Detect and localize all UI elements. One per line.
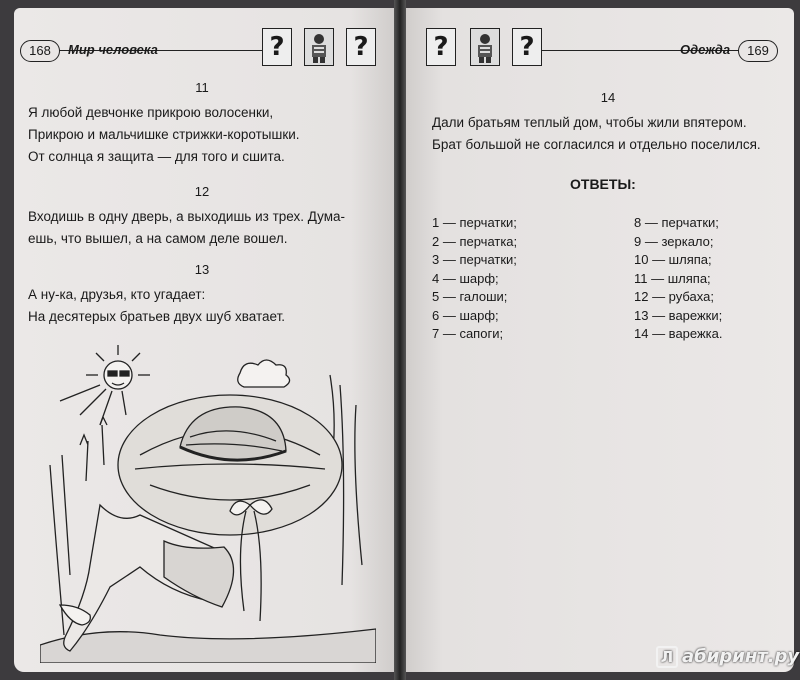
question-mark-icon: ? xyxy=(262,28,292,66)
answer-item: 9 — зеркало; xyxy=(634,233,714,249)
left-page-header xyxy=(20,32,380,62)
answer-item: 14 — варежка. xyxy=(634,326,723,341)
section-title-left: Мир человека xyxy=(68,42,158,57)
section-title-right: Одежда xyxy=(680,42,731,57)
riddle-number: 14 xyxy=(600,90,616,105)
riddle-number: 13 xyxy=(194,262,210,277)
answer-item: 6 — шарф; xyxy=(432,307,499,323)
answer-item: 7 — сапоги; xyxy=(432,326,504,341)
riddle-text: А ну-ка, друзья, кто угадает: На десятерых братьев двух шуб хватает. xyxy=(28,287,286,324)
page-number-right: 169 xyxy=(738,40,778,62)
riddle-text: Дали братьям теплый дом, чтобы жили впятером. Брат большой не согласился и отдельно поселился. xyxy=(432,115,761,152)
hat-illustration xyxy=(40,345,376,663)
answer-item: 11 — шляпа; xyxy=(634,270,711,286)
answer-item: 5 — галоши; xyxy=(432,289,508,304)
right-page-header xyxy=(412,32,780,62)
page-number-left: 168 xyxy=(20,40,60,62)
answers-title: ОТВЕТЫ: xyxy=(570,176,636,192)
question-mark-icon: ? xyxy=(512,28,542,66)
labirint-watermark: Л абиринт.ру xyxy=(656,646,799,668)
answer-item: 8 — перчатки; xyxy=(634,215,719,230)
answer-item: 10 — шляпа; xyxy=(634,252,712,267)
answer-item: 4 — шарф; xyxy=(432,270,499,286)
riddle-text: Я любой девчонке прикрою волосенки, Прикрою и мальчишке стрижки-коротышки. От солнца я защита — для того и сшита. xyxy=(28,105,300,164)
question-mark-icon: ? xyxy=(426,28,456,66)
answer-item: 1 — перчатки; xyxy=(432,215,517,230)
riddle-number: 12 xyxy=(194,184,210,199)
person-icon xyxy=(304,28,334,66)
book-gutter xyxy=(394,0,406,680)
labirint-logo-icon: Л xyxy=(656,646,678,668)
answer-item: 13 — варежки; xyxy=(634,307,723,323)
question-mark-icon: ? xyxy=(346,28,376,66)
riddle-number: 11 xyxy=(195,80,209,95)
riddle-text: Входишь в одну дверь, а выходишь из трех. Дума- ешь, что вышел, а на самом деле вошел. xyxy=(28,209,346,246)
answer-item: 12 — рубаха; xyxy=(634,289,714,304)
answer-item: 3 — перчатки; xyxy=(432,252,517,267)
person-icon xyxy=(470,28,500,66)
answer-item: 2 — перчатка; xyxy=(432,233,518,249)
answers-list-left xyxy=(432,214,517,344)
answers-list-right xyxy=(634,214,723,344)
